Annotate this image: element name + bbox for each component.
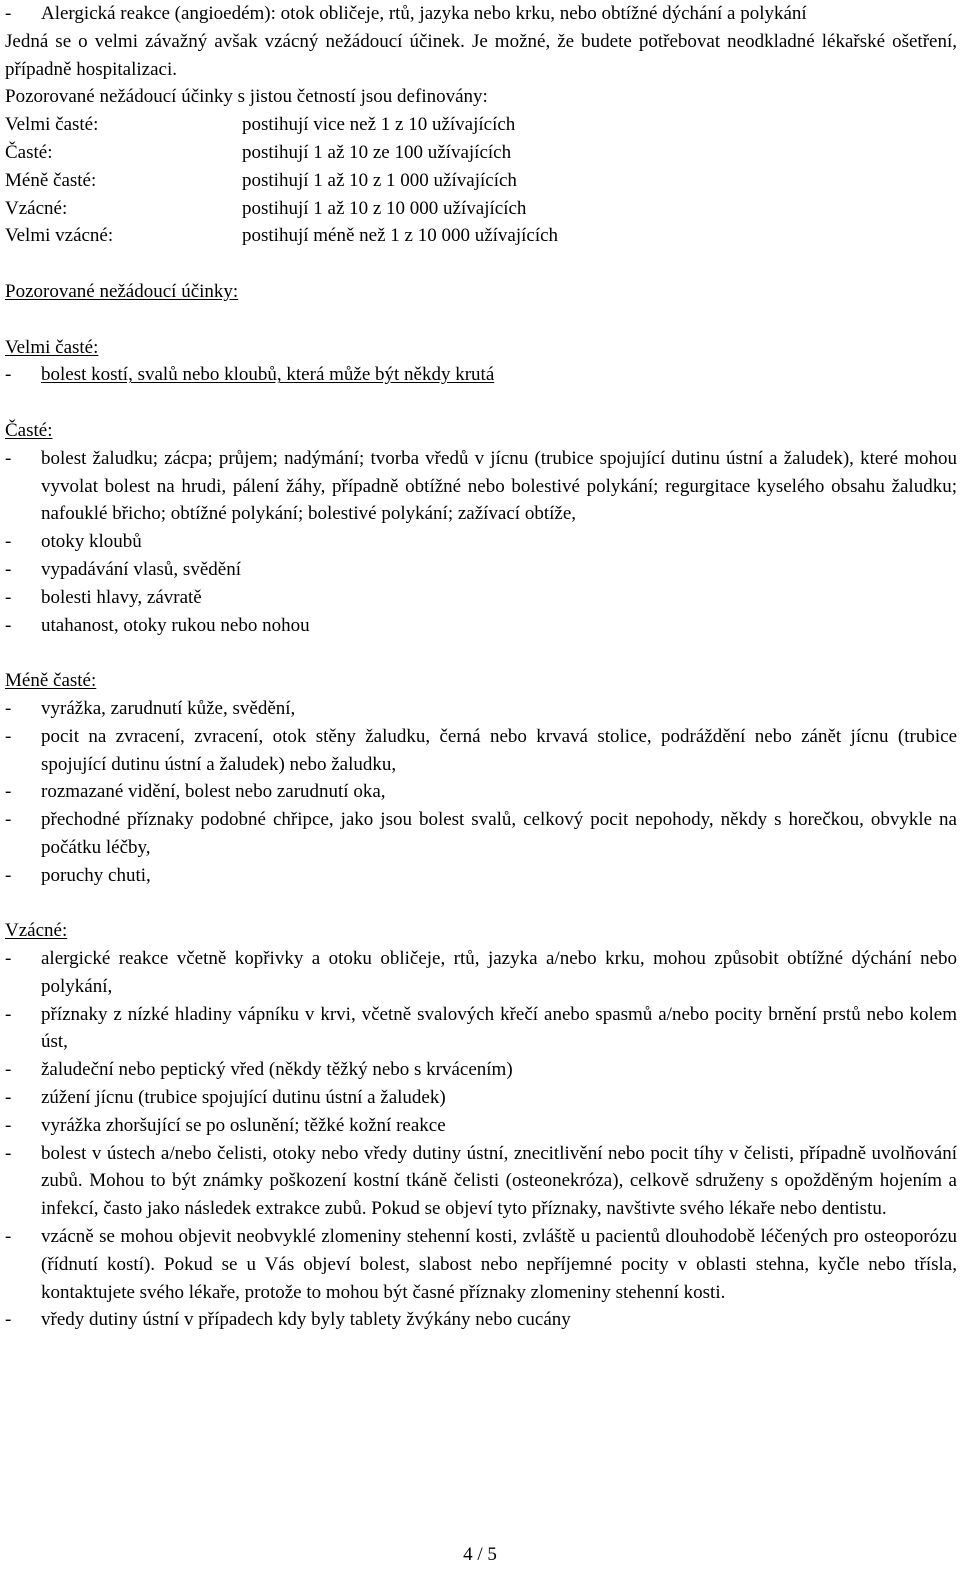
- list-item-text: příznaky z nízké hladiny vápníku v krvi, včetně svalových křečí anebo spasmů a/nebo pocity brnění prstů nebo kolem úst,: [41, 1003, 957, 1053]
- list-item-text-underlined: bolest kostí, svalů nebo kloubů, která může být někdy krutá: [41, 364, 495, 386]
- frequency-row: [5, 222, 957, 250]
- list-item-text: zúžení jícnu (trubice spojující dutinu ústní a žaludek): [41, 1087, 446, 1109]
- frequency-description: postihují 1 až 10 z 10 000 užívajících: [242, 197, 527, 219]
- frequency-row: [5, 111, 957, 139]
- list-item-text: pocit na zvracení, zvracení, otok stěny žaludku, černá nebo krvavá stolice, podráždění nebo zánět jícnu (trubice spojující dutinu ústní a žaludek) nebo žaludku,: [41, 725, 957, 775]
- section-heading-text: Velmi časté:: [5, 336, 99, 358]
- spacer: [5, 306, 957, 334]
- list-item: [5, 862, 957, 890]
- list-dash: -: [5, 809, 12, 831]
- frequency-label: Vzácné:: [5, 197, 68, 219]
- list-dash: -: [5, 725, 12, 747]
- list-dash: -: [5, 447, 12, 469]
- list-item: [5, 584, 957, 612]
- list-item-angioedema: [5, 0, 957, 28]
- frequency-description: postihují 1 až 10 z 1 000 užívajících: [242, 169, 517, 191]
- frequency-label: Méně časté:: [5, 169, 97, 191]
- list-item-text: vyrážka, zarudnutí kůže, svědění,: [41, 697, 296, 719]
- list-dash: -: [5, 697, 12, 719]
- list-dash: -: [5, 614, 12, 636]
- list-item-text: poruchy chuti,: [41, 864, 151, 886]
- list-item-text: vředy dutiny ústní v případech kdy byly tablety žvýkány nebo cucány: [41, 1309, 571, 1331]
- document-page: [5, 0, 957, 1334]
- list-dash: -: [5, 558, 12, 580]
- list-dash: -: [5, 531, 12, 553]
- list-item-text: vypadávání vlasů, svědění: [41, 558, 241, 580]
- section-heading-text: Vzácné:: [5, 920, 68, 942]
- list-item-text: bolest v ústech a/nebo čelisti, otoky nebo vředy dutiny ústní, znecitlivění nebo pocit tíhy v čelisti, případně uvolňování zubů. Mohou to být známky poškození kostní tkáně čelisti (osteonekróza), celkově sdruženy s opožděným hojením a infekcí, často jako následek extrakce zubů. Pokud se objeví tyto příznaky, navštivte svého lékaře nebo dentistu.: [41, 1142, 957, 1220]
- list-item-text: vzácně se mohou objevit neobvyklé zlomeniny stehenní kosti, zvláště u pacientů dlouhodobě léčených pro osteoporózu (řídnutí kostí). Pokud se u Vás objeví bolest, slabost nebo nepříjemné pocity v oblasti stehna, kyčle nebo třísla, kontaktujete svého lékaře, protože to mohou být časné příznaky zlomeniny stehenní kosti.: [41, 1226, 957, 1303]
- section-heading-text: Méně časté:: [5, 670, 97, 692]
- observed-effects-heading: [5, 278, 957, 306]
- list-item-text: bolest žaludku; zácpa; průjem; nadýmání; tvorba vředů v jícnu (trubice spojující dutinu ústní a žaludek), které mohou vyvolat bolest na hrudi, pálení žáhy, případně obtížné nebo bolestivé polykání; regurgitace kyselého obsahu žaludku; nafouklé břicho; obtížné polykání; bolestivé polykání; zažívací obtíže,: [41, 447, 957, 525]
- list-dash: -: [5, 1142, 12, 1164]
- frequency-label: Časté:: [5, 141, 53, 163]
- list-dash: -: [5, 864, 12, 886]
- section-heading-text: Časté:: [5, 419, 53, 441]
- list-dash: -: [5, 1309, 12, 1331]
- list-item: [5, 1140, 957, 1223]
- list-dash: -: [5, 586, 12, 608]
- list-item-text: otoky kloubů: [41, 531, 142, 553]
- frequency-label: Velmi vzácné:: [5, 225, 114, 247]
- list-dash: -: [5, 1087, 12, 1109]
- list-item: [5, 1001, 957, 1057]
- frequency-row: [5, 139, 957, 167]
- list-dash: -: [5, 1059, 12, 1081]
- section-very-common: [5, 334, 957, 390]
- list-item-text: vyrážka zhoršující se po oslunění; těžké kožní reakce: [41, 1114, 446, 1136]
- list-item: [5, 778, 957, 806]
- frequency-label: Velmi časté:: [5, 114, 99, 136]
- list-item: [5, 445, 957, 528]
- list-item-text: žaludeční nebo peptický vřed (někdy těžký nebo s krvácením): [41, 1059, 513, 1081]
- list-item: [5, 528, 957, 556]
- spacer: [5, 890, 957, 918]
- list-dash: -: [5, 1003, 12, 1025]
- section-heading: [5, 417, 957, 445]
- list-item: [5, 806, 957, 862]
- page-number: 4 / 5: [463, 1544, 497, 1565]
- list-item-text: bolesti hlavy, závratě: [41, 586, 202, 608]
- section-common: [5, 417, 957, 639]
- list-item-text: alergické reakce včetně kopřivky a otoku obličeje, rtů, jazyka a/nebo krku, mohou způsobit obtížné dýchání nebo polykání,: [41, 948, 957, 997]
- intro-paragraph: Jedná se o velmi závažný avšak vzácný nežádoucí účinek. Je možné, že budete potřebovat neodkladné lékařské ošetření, případně hospitalizaci.: [5, 30, 957, 80]
- section-heading: [5, 917, 957, 945]
- spacer: [5, 639, 957, 667]
- frequency-row: [5, 167, 957, 195]
- section-heading: [5, 667, 957, 695]
- list-item-text: Alergická reakce (angioedém): otok obličeje, rtů, jazyka nebo krku, nebo obtížné dýchání a polykání: [41, 3, 807, 24]
- spacer: [5, 389, 957, 417]
- frequency-table: [5, 111, 957, 250]
- list-item: [5, 695, 957, 723]
- list-item: [5, 556, 957, 584]
- frequency-row: [5, 195, 957, 223]
- frequency-description: postihují 1 až 10 ze 100 užívajících: [242, 141, 512, 163]
- section-uncommon: [5, 667, 957, 889]
- list-item: [5, 1223, 957, 1306]
- frequency-heading: Pozorované nežádoucí účinky s jistou četností jsou definovány:: [5, 86, 488, 108]
- list-item: [5, 1056, 957, 1084]
- list-item: [5, 945, 957, 1001]
- list-dash: -: [5, 781, 12, 803]
- spacer: [5, 250, 957, 278]
- list-item: [5, 1084, 957, 1112]
- frequency-description: postihují vice než 1 z 10 užívajících: [242, 114, 516, 136]
- list-item: [5, 361, 957, 389]
- list-item-text: přechodné příznaky podobné chřipce, jako jsou bolest svalů, celkový pocit nepohody, někdy s horečkou, obvykle na počátku léčby,: [41, 809, 957, 858]
- observed-effects-heading-text: Pozorované nežádoucí účinky:: [5, 280, 239, 302]
- section-heading: [5, 334, 957, 362]
- list-dash: -: [5, 364, 12, 386]
- list-item: [5, 1112, 957, 1140]
- frequency-description: postihují méně než 1 z 10 000 užívajících: [242, 225, 559, 247]
- list-item: [5, 612, 957, 640]
- list-dash: -: [5, 3, 12, 24]
- list-dash: -: [5, 948, 12, 970]
- list-dash: -: [5, 1226, 12, 1248]
- list-item-text: [41, 361, 957, 389]
- list-item: [5, 723, 957, 779]
- list-item-text: utahanost, otoky rukou nebo nohou: [41, 614, 310, 636]
- list-item-text: rozmazané vidění, bolest nebo zarudnutí oka,: [41, 781, 386, 803]
- list-item: [5, 1306, 957, 1334]
- list-dash: -: [5, 1114, 12, 1136]
- section-rare: [5, 917, 957, 1334]
